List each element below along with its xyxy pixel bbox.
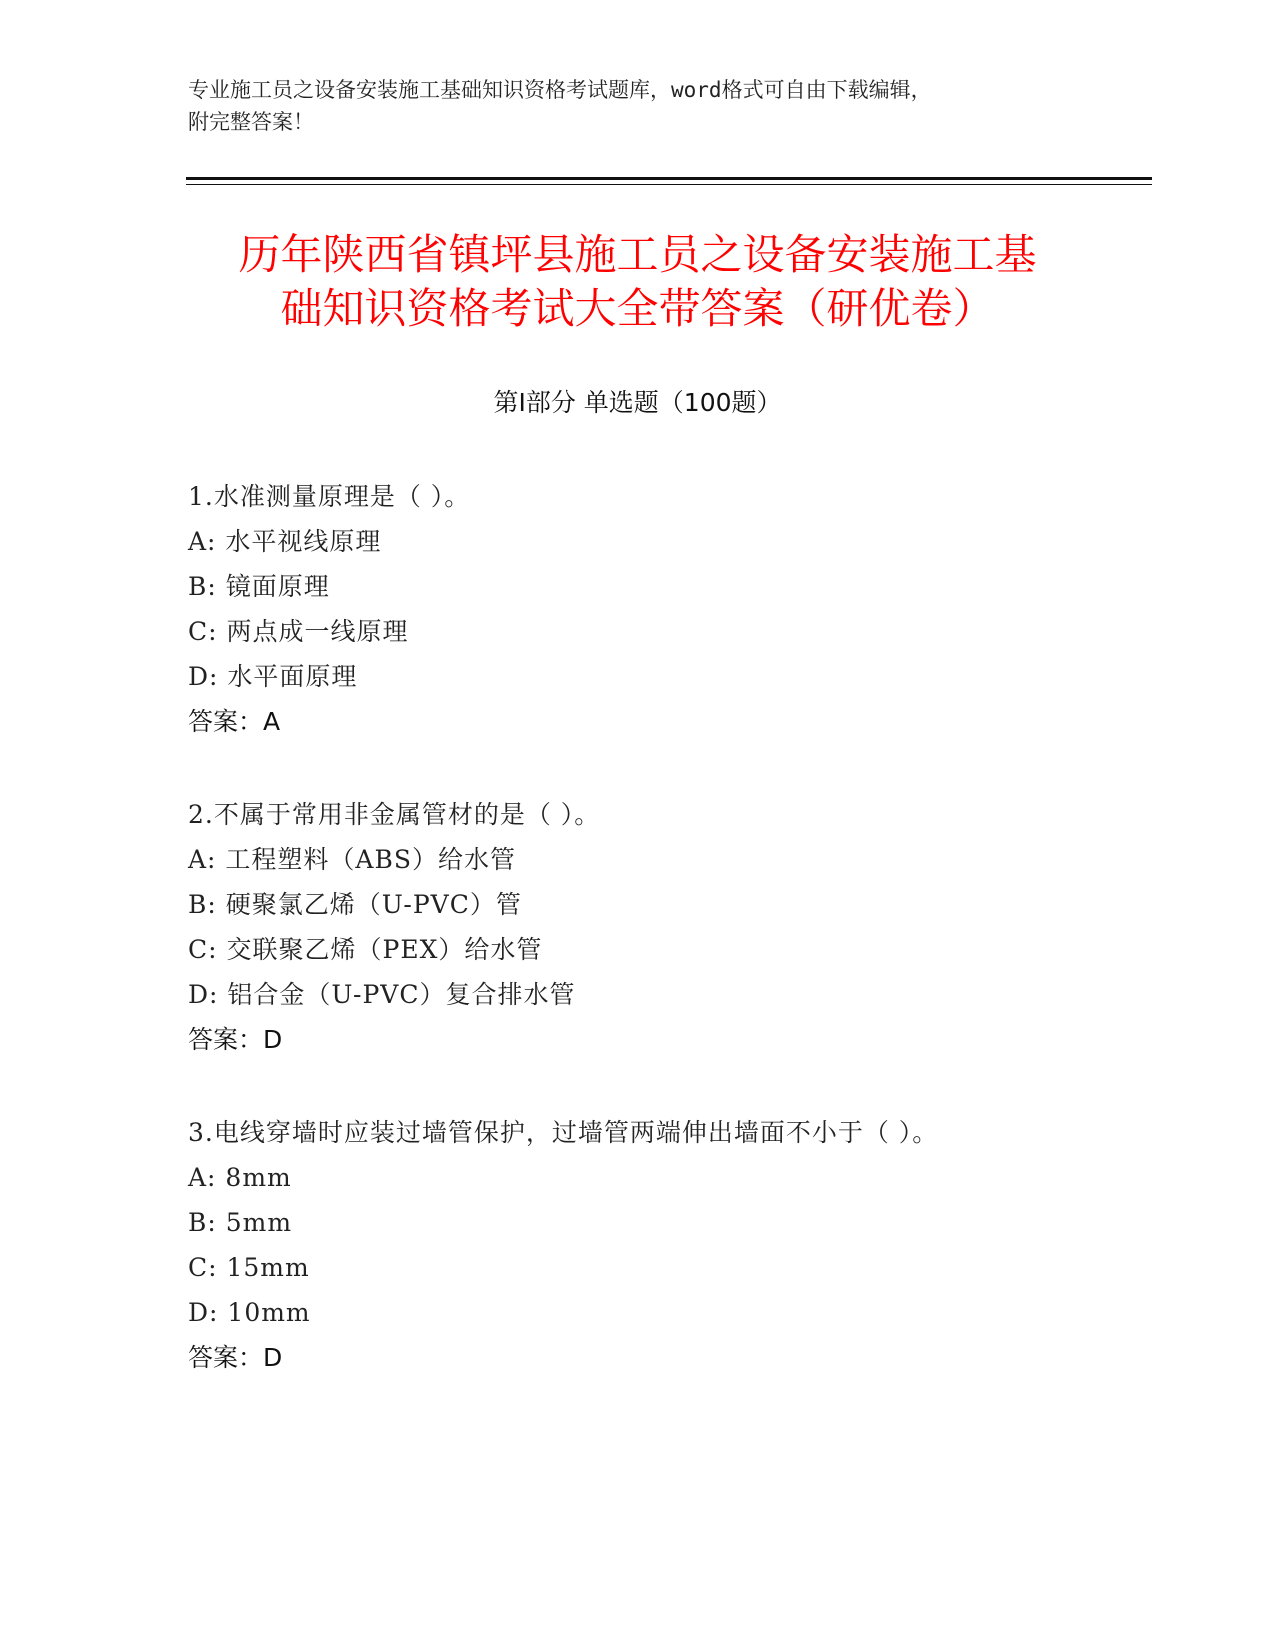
question-1 bbox=[188, 474, 1148, 744]
question-stem: 2.不属于常用非金属管材的是（ ）。 bbox=[188, 800, 601, 829]
option-b: B: 镜面原理 bbox=[188, 572, 330, 601]
question-2 bbox=[188, 792, 1148, 1062]
answer-line: 答案：D bbox=[188, 1025, 283, 1054]
document-header-note bbox=[188, 74, 1088, 138]
document-title-line-2: 础知识资格考试大全带答案（研优卷） bbox=[280, 284, 995, 333]
header-divider-thin bbox=[186, 184, 1152, 185]
option-a: A: 工程塑料（ABS）给水管 bbox=[188, 845, 516, 874]
header-note-line-2: 附完整答案！ bbox=[188, 110, 314, 134]
document-title bbox=[150, 228, 1125, 336]
header-note-line-1: 专业施工员之设备安装施工基础知识资格考试题库，word格式可自由下载编辑， bbox=[188, 78, 932, 102]
document-title-line-1: 历年陕西省镇坪县施工员之设备安装施工基 bbox=[238, 230, 1037, 279]
option-d: D: 10mm bbox=[188, 1298, 311, 1327]
answer-line: 答案：A bbox=[188, 707, 281, 736]
option-d: D: 水平面原理 bbox=[188, 662, 358, 691]
answer-line: 答案：D bbox=[188, 1343, 283, 1372]
option-d: D: 铝合金（U-PVC）复合排水管 bbox=[188, 980, 576, 1009]
option-b: B: 5mm bbox=[188, 1208, 293, 1237]
option-a: A: 水平视线原理 bbox=[188, 527, 382, 556]
section-title: 第Ⅰ部分 单选题（100题） bbox=[493, 388, 782, 417]
question-stem: 1.水准测量原理是（ ）。 bbox=[188, 482, 471, 511]
option-c: C: 两点成一线原理 bbox=[188, 617, 409, 646]
option-b: B: 硬聚氯乙烯（U-PVC）管 bbox=[188, 890, 522, 919]
question-3 bbox=[188, 1110, 1148, 1380]
header-divider-thick bbox=[186, 177, 1152, 180]
option-c: C: 15mm bbox=[188, 1253, 310, 1282]
option-c: C: 交联聚乙烯（PEX）给水管 bbox=[188, 935, 543, 964]
question-stem: 3.电线穿墙时应装过墙管保护，过墙管两端伸出墙面不小于（ ）。 bbox=[188, 1118, 939, 1147]
option-a: A: 8mm bbox=[188, 1163, 292, 1192]
